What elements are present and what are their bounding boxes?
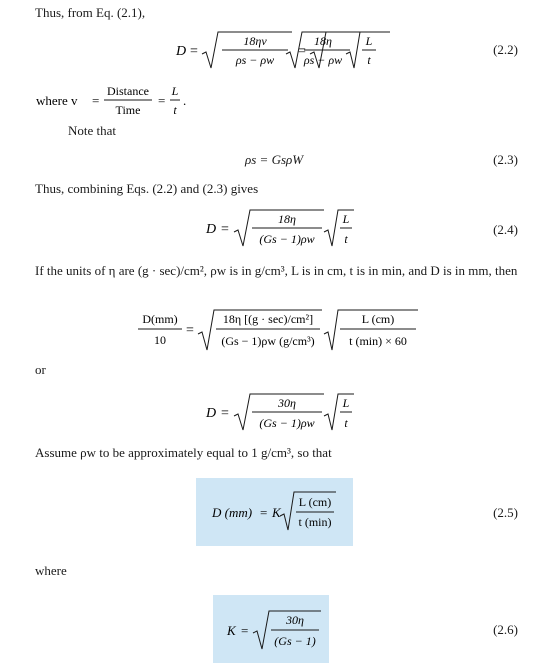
svg-text:=: =: [186, 323, 194, 338]
eq25-k: K: [272, 505, 281, 520]
eq-or-den2: t: [344, 416, 348, 430]
eq24-lhs: D: [206, 222, 217, 237]
svg-text:=: =: [92, 93, 100, 108]
eq-number-2-5: (2.5): [493, 505, 518, 520]
svg-text:=: =: [241, 623, 249, 638]
where-v-num1: Distance: [107, 84, 149, 98]
where-v-definition: [34, 82, 204, 122]
equation-2-6-box: [213, 595, 329, 663]
svg-text:=: =: [221, 406, 229, 421]
note-that-text: Note that: [68, 123, 117, 138]
units-den2: t (min) × 60: [349, 334, 407, 348]
equation-2-6: [213, 607, 329, 653]
eq22-lhs: D: [176, 44, 187, 59]
intro-text: Thus, from Eq. (2.1),: [35, 5, 146, 20]
eq24-num1: 18η: [278, 212, 296, 226]
eq22-den3: t: [367, 53, 371, 67]
eq-or-den1: (Gs − 1)ρw: [259, 416, 315, 430]
units-lhs-den: 10: [154, 333, 166, 347]
eq22-num1: 18ηv: [243, 34, 267, 48]
eq-number-2-3: (2.3): [493, 152, 518, 167]
where-v-lead: where v: [36, 93, 78, 108]
units-num1: 18η [(g · sec)/cm²]: [222, 312, 314, 326]
eq-or-num1: 30η: [278, 396, 296, 410]
eq-number-2-6: (2.6): [493, 622, 518, 637]
eq22-num3: L: [365, 34, 373, 48]
eq26-lhs: K: [227, 623, 236, 638]
equation-2-3: ρs = GsρW: [245, 152, 304, 167]
units-text: If the units of η are (g · sec)/cm², ρw is in g/cm³, L is in cm, t is in min, and D is in mm, then: [35, 263, 518, 278]
equation-or: [200, 390, 360, 434]
units-den1: (Gs − 1)ρw (g/cm³): [221, 334, 315, 348]
eq26-den: (Gs − 1): [274, 634, 316, 648]
eq26-num: 30η: [286, 613, 304, 627]
eq-or-num2: L: [342, 396, 350, 410]
units-equation: [136, 306, 426, 354]
assume-text: Assume ρw to be approximately equal to 1 g/cm³, so that: [35, 445, 332, 460]
eq-or-lhs: D: [206, 406, 217, 421]
equation-2-5-box: [196, 478, 353, 546]
eq22-num2: 18η: [314, 34, 332, 48]
svg-text:=: =: [260, 505, 268, 520]
equation-2-2-right: [284, 28, 384, 72]
svg-text:=: =: [298, 44, 306, 59]
eq25-den: t (min): [298, 515, 332, 529]
eq24-den1: (Gs − 1)ρw: [259, 232, 315, 246]
svg-text:=: =: [221, 222, 229, 237]
where-v-den2: t: [173, 103, 177, 117]
svg-text:.: .: [183, 93, 187, 108]
where-v-den1: Time: [115, 103, 141, 117]
eq22-den2: ρs − ρw: [303, 53, 343, 67]
units-lhs-num: D(mm): [142, 312, 178, 326]
eq22-den1: ρs − ρw: [235, 53, 275, 67]
svg-text:=: =: [158, 93, 166, 108]
eq-number-2-4: (2.4): [493, 222, 518, 237]
eq24-den2: t: [344, 232, 348, 246]
equation-2-4: [200, 206, 360, 250]
where-text: where: [35, 563, 67, 578]
eq25-num: L (cm): [298, 495, 332, 509]
eq-number-2-2: (2.2): [493, 42, 518, 57]
equation-2-5: [196, 488, 353, 536]
eq25-lhs: D (mm): [212, 505, 253, 520]
combining-text: Thus, combining Eqs. (2.2) and (2.3) gives: [35, 181, 259, 196]
units-num2: L (cm): [361, 312, 395, 326]
eq24-num2: L: [342, 212, 350, 226]
where-v-num2: L: [171, 84, 179, 98]
svg-text:=: =: [190, 44, 198, 59]
or-text: or: [35, 362, 46, 377]
